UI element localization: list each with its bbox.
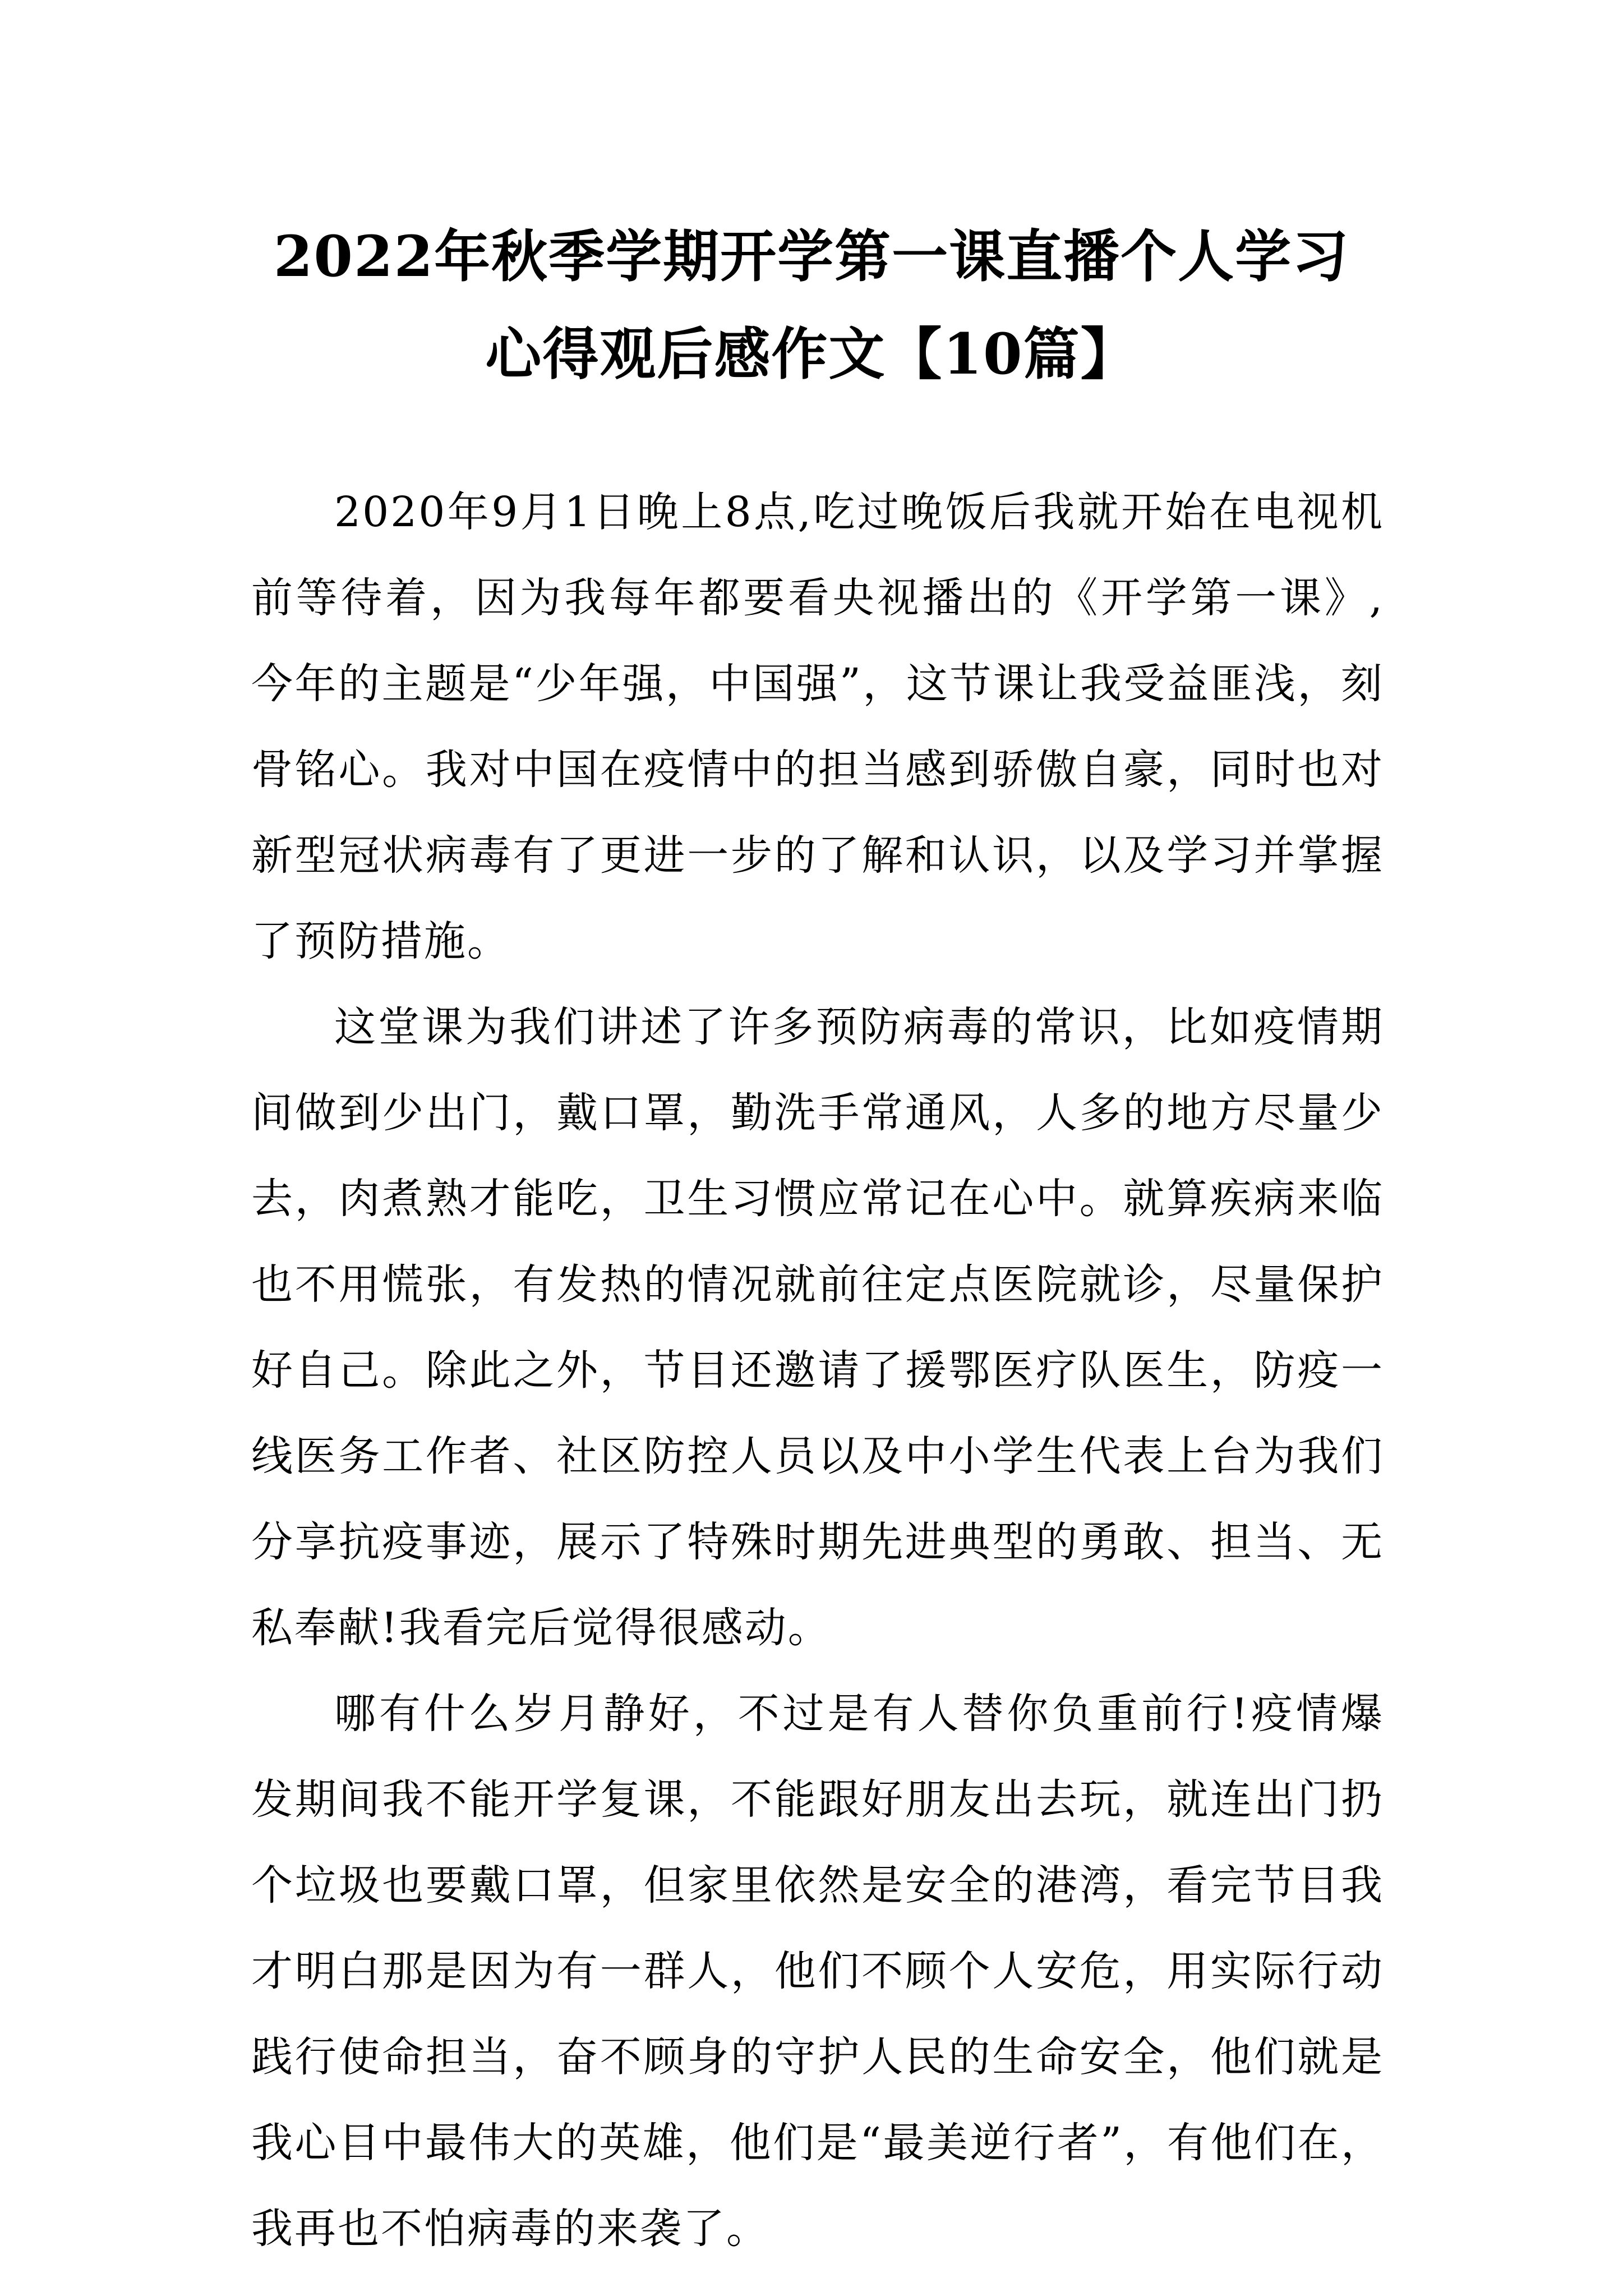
document-title [168, 208, 1455, 403]
title-line-2: 心得观后感作文【10篇】 [485, 321, 1138, 387]
paragraph-2: 这堂课为我们讲述了许多预防病毒的常识，比如疫情期间做到少出门，戴口罩，勤洗手常通风，人多的地方尽量少去，肉煮熟才能吃，卫生习惯应常记在心中。就算疾病来临也不用慌张，有发热的情况就前往定点医院就诊，尽量保护好自己。除此之外，节目还邀请了援鄂医疗队医生，防疫一线医务工作者、社区防控人员以及中小学生代表上台为我们分享抗疫事迹，展示了特殊时期先进典型的勇敢、担当、无私奉献!我看完后觉得很感动。 [251, 1003, 1384, 1652]
paragraph-3: 哪有什么岁月静好，不过是有人替你负重前行!疫情爆发期间我不能开学复课，不能跟好朋友出去玩，就连出门扔个垃圾也要戴口罩，但家里依然是安全的港湾，看完节目我才明白那是因为有一群人，他们不顾个人安危，用实际行动践行使命担当，奋不顾身的守护人民的生命安全，他们就是我心目中最伟大的英雄，他们是“最美逆行者”，有他们在，我再也不怕病毒的来袭了。 [251, 1690, 1384, 2253]
document-body [251, 470, 1384, 2272]
title-line-1: 2022年秋季学期开学第一课直播个人学习 [273, 223, 1350, 289]
paragraph-1: 2020年9月1日晚上8点,吃过晚饭后我就开始在电视机前等待着，因为我每年都要看央视播出的《开学第一课》,今年的主题是“少年强，中国强”，这节课让我受益匪浅，刻骨铭心。我对中国在疫情中的担当感到骄傲自豪，同时也对新型冠状病毒有了更进一步的了解和认识，以及学习并掌握了预防措施。 [251, 488, 1384, 965]
